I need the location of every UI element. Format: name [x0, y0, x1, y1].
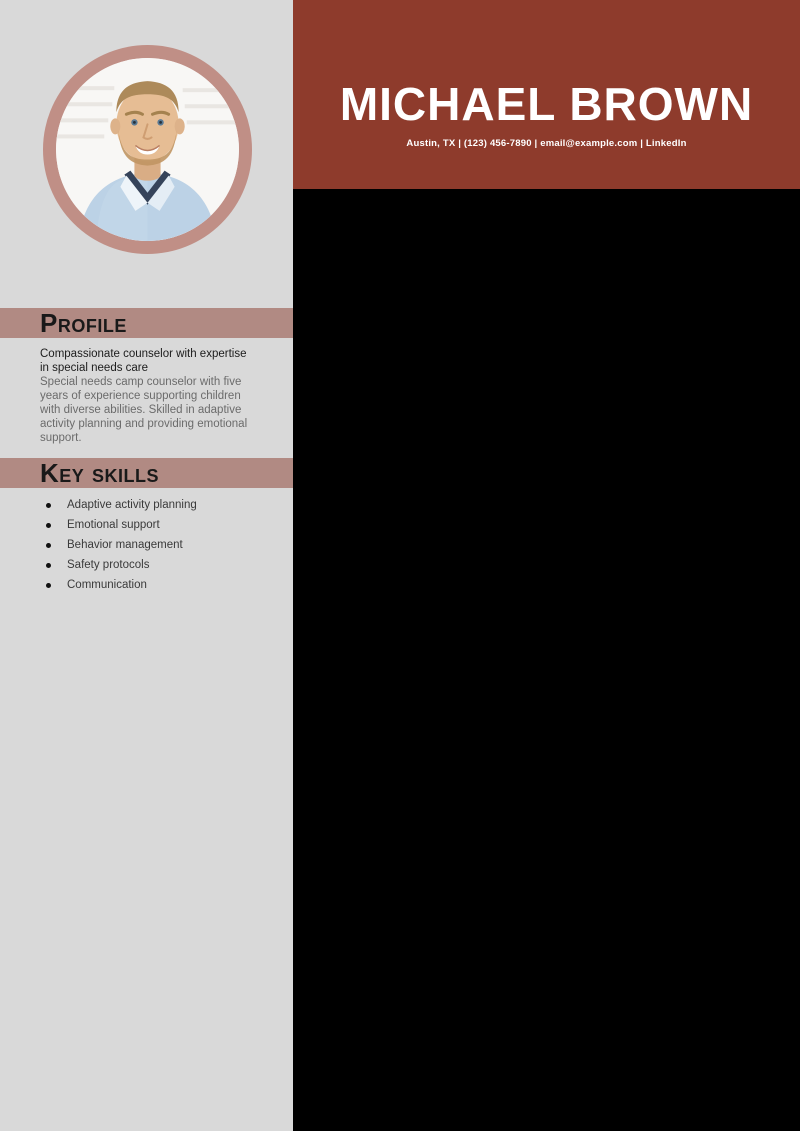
name-banner [293, 0, 800, 189]
skill-item: Behavior management [40, 535, 270, 555]
skills-section-bar [0, 458, 293, 488]
unrendered-content-area [293, 189, 800, 1131]
skill-list [40, 495, 270, 595]
sidebar [0, 0, 293, 1131]
skill-item: Emotional support [40, 515, 270, 535]
profile-section-bar [0, 308, 293, 338]
profile-photo-illustration [56, 58, 239, 241]
profile-text [40, 347, 258, 445]
skills-heading: Key skills [40, 458, 160, 488]
profile-lead: Compassionate counselor with expertise in special needs care [40, 348, 247, 374]
skill-item: Safety protocols [40, 555, 270, 575]
contact-line: Austin, TX | (123) 456-7890 | email@example.com | LinkedIn [406, 137, 687, 149]
candidate-name: MICHAEL BROWN [339, 78, 754, 130]
main-column [293, 0, 800, 1131]
profile-body: Special needs camp counselor with five years of experience supporting children with diverse abilities. Skilled in adaptive activity planning and providing emotional support. [40, 376, 248, 444]
profile-heading: Profile [40, 308, 127, 338]
skill-item: Communication [40, 575, 270, 595]
profile-photo [43, 45, 252, 254]
skill-item: Adaptive activity planning [40, 495, 270, 515]
